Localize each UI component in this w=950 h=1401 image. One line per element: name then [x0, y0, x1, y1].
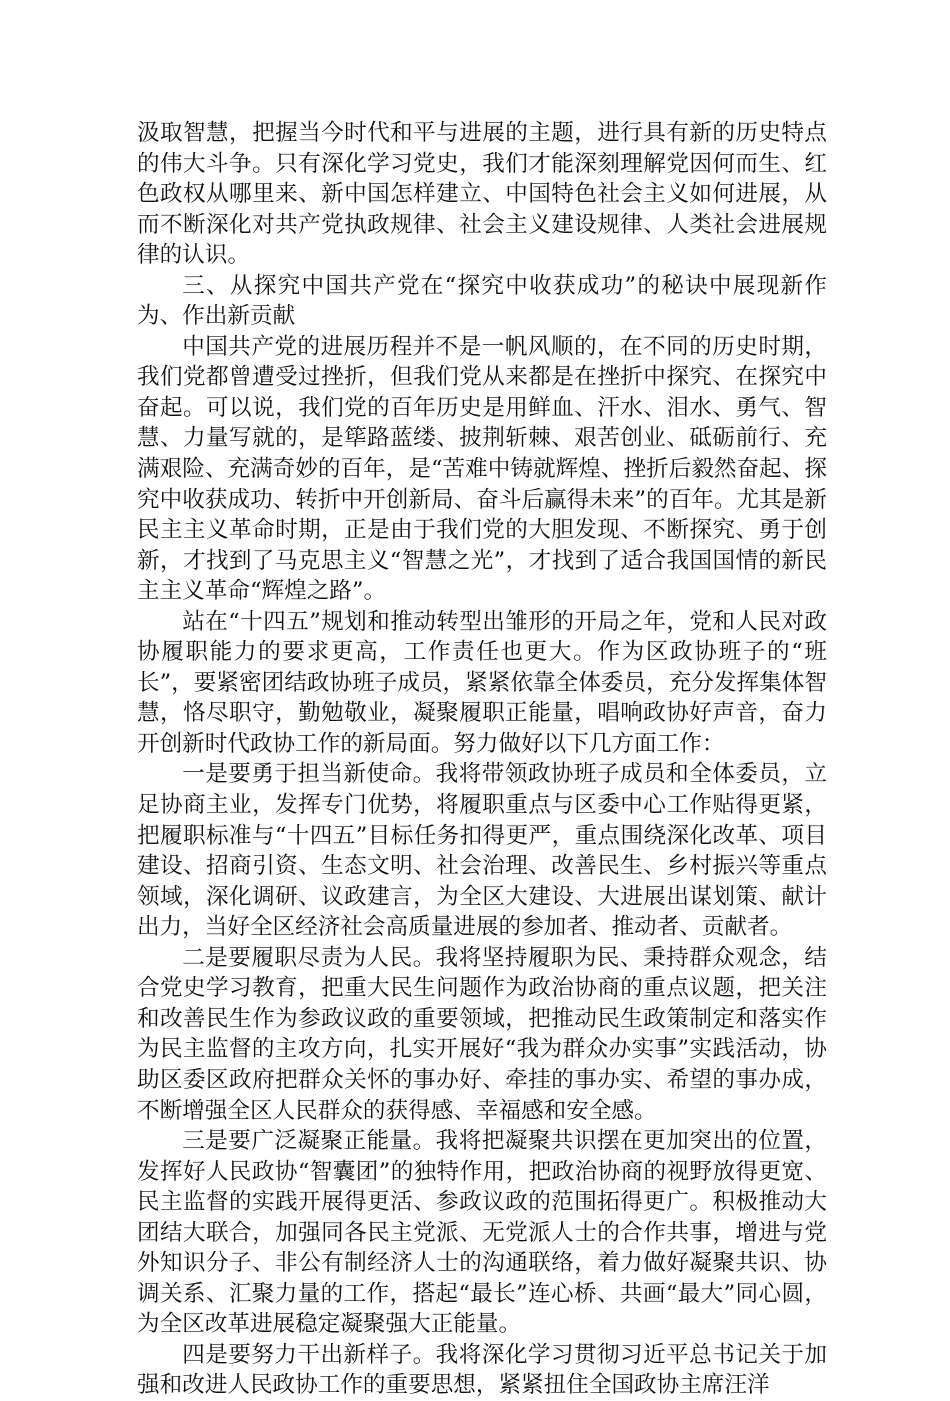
paragraph-item-one: 一是要勇于担当新使命。我将带领政协班子成员和全体委员，立足协商主业，发挥专门优势，将履职重点与区委中心工作贴得更紧，把履职标准与“十四五”目标任务扣得更严，重点围绕深化改革、项目建设、招商引资、生态文明、社会治理、改善民生、乡村振兴等重点领域，深化调研、议政建言，为全区大建设、大进展出谋划策、献计出力，当好全区经济社会高质量进展的参加者、推动者、贡献者。 [137, 761, 827, 941]
paragraph-item-three: 三是要广泛凝聚正能量。我将把凝聚共识摆在更加突出的位置，发挥好人民政协“智囊团”的独特作用，把政治协商的视野放得更宽、民主监督的实践开展得更活、参政议政的范围拓得更广。积极推动大团结大联合，加强同各民主党派、无党派人士的合作共事，增进与党外知识分子、非公有制经济人士的沟通联络，着力做好凝聚共识、协调关系、汇聚力量的工作，搭起“最长”连心桥、共画“最大”同心圆，为全区改革进展稳定凝聚强大正能量。 [137, 1128, 827, 1338]
section-heading: 三、从探究中国共产党在“探究中收获成功”的秘诀中展现新作为、作出新贡献 [137, 272, 827, 330]
paragraph-continuation: 汲取智慧，把握当今时代和平与进展的主题，进行具有新的历史特点的伟大斗争。只有深化学习党史，我们才能深刻理解党因何而生、红色政权从哪里来、新中国怎样建立、中国特色社会主义如何进展，从而不断深化对共产党执政规律、社会主义建设规律、人类社会进展规律的认识。 [137, 120, 827, 269]
paragraph-item-four: 四是要努力干出新样子。我将深化学习贯彻习近平总书记关于加强和改进人民政协工作的重要思想，紧紧扭住全国政协主席汪洋 [137, 1341, 827, 1399]
paragraph-item-two: 二是要履职尽责为人民。我将坚持履职为民、秉持群众观念，结合党史学习教育，把重大民生问题作为政治协商的重点议题，把关注和改善民生作为参政议政的重要领域，把推动民生政策制定和落实作为民主监督的主攻方向，扎实开展好“我为群众办实事”实践活动，协助区委区政府把群众关怀的事办好、牵挂的事办实、希望的事办成，不断增强全区人民群众的获得感、幸福感和安全感。 [137, 944, 827, 1124]
paragraph: 站在“十四五”规划和推动转型出雏形的开局之年，党和人民对政协履职能力的要求更高，工作责任也更大。作为区政协班子的“班长”，要紧密团结政协班子成员，紧紧依靠全体委员，充分发挥集体智慧，恪尽职守，勤勉敬业，凝聚履职正能量，唱响政协好声音，奋力开创新时代政协工作的新局面。努力做好以下几方面工作： [137, 608, 827, 757]
document-body [137, 118, 827, 1401]
paragraph: 中国共产党的进展历程并不是一帆风顺的，在不同的历史时期，我们党都曾遭受过挫折，但我们党从来都是在挫折中探究、在探究中奋起。可以说，我们党的百年历史是用鲜血、汗水、泪水、勇气、智慧、力量写就的，是筚路蓝缕、披荆斩棘、艰苦创业、砥砺前行、充满艰险、充满奇妙的百年，是“苦难中铸就辉煌、挫折后毅然奋起、探究中收获成功、转折中开创新局、奋斗后赢得未来”的百年。尤其是新民主主义革命时期，正是由于我们党的大胆发现、不断探究、勇于创新，才找到了马克思主义“智慧之光”，才找到了适合我国国情的新民主主义革命“辉煌之路”。 [137, 333, 827, 605]
